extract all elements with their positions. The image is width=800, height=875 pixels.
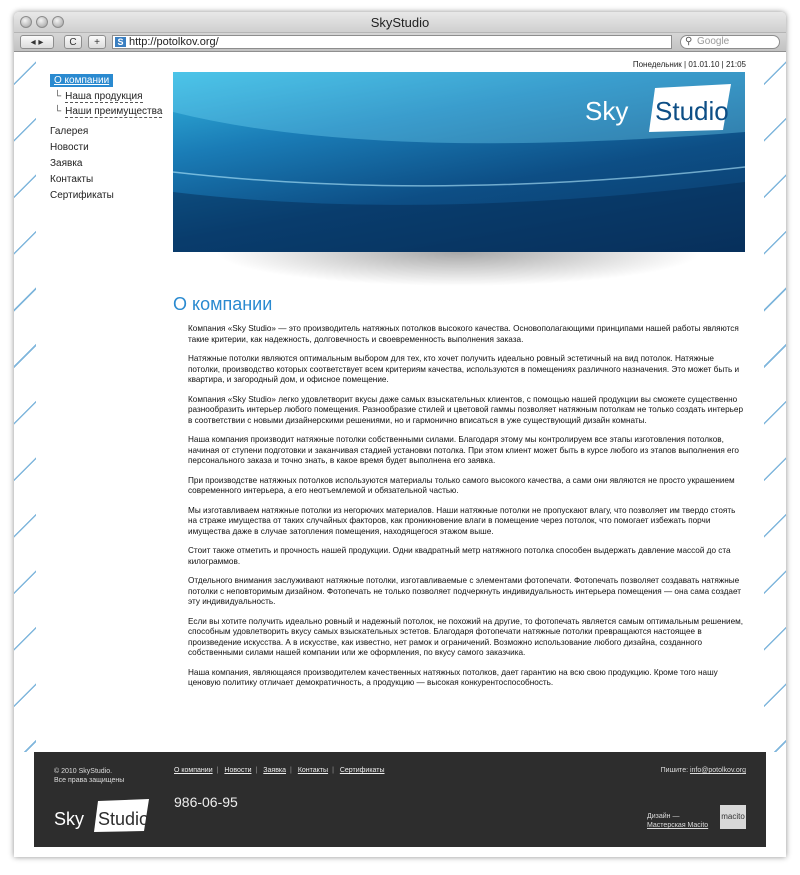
email-link[interactable]: info@potolkov.org: [689, 767, 746, 774]
search-icon: ⚲: [685, 36, 693, 47]
address-text: http://potolkov.org/: [129, 36, 219, 48]
nav-subitem-products-label[interactable]: Наша продукция: [65, 91, 143, 102]
copyright: [54, 767, 124, 785]
phone-number: 986-06-95: [174, 794, 238, 810]
search-field[interactable]: [680, 35, 780, 49]
paragraph: Натяжные потолки являются оптимальным выбором для тех, кто хочет получить идеально ровный эстетичный на вид потолок. Натяжные потолки, производство которых соответствует всем критериям качества, используются в помещениях различного назначения. Это может быть и квартира, и загородный дом, и офисное помещение.: [188, 354, 740, 384]
date-time-display: Понедельник | 01.01.10 | 21:05: [632, 60, 746, 69]
footer-logo-studio-text: Studio: [98, 809, 149, 829]
footer-link-request[interactable]: Заявка: [263, 767, 287, 774]
nav-item-news[interactable]: Новости: [50, 142, 89, 153]
paragraph: Компания «Sky Studio» — это производитель натяжных потолков высокого качества. Основополагающими принципами нашей работы являются такие критерии, как надежность, долговечность и своевременность выполнения заказа.: [188, 324, 739, 344]
address-bar[interactable]: [112, 35, 672, 49]
nav-item-gallery[interactable]: Галерея: [50, 126, 89, 137]
design-credit: [647, 812, 708, 830]
nav-item-request[interactable]: Заявка: [50, 158, 83, 169]
footer-logo: [54, 797, 149, 833]
sub-arrow-icon: └: [54, 91, 62, 102]
write-label: Пишите:: [660, 767, 689, 774]
design-label: Дизайн —: [647, 813, 680, 820]
banner-shadow: [173, 252, 745, 292]
right-stripe-decoration: [764, 52, 786, 752]
footer-link-contacts[interactable]: Контакты: [297, 767, 329, 774]
footer-logo-sky-text: Sky: [54, 809, 85, 829]
header-banner: [173, 72, 745, 252]
page-title: О компании: [173, 294, 273, 314]
browser-window: [14, 12, 786, 857]
footer-link-news[interactable]: Новости: [224, 767, 252, 774]
nav-subitem-advantages-label[interactable]: Наши преимущества: [65, 106, 163, 117]
nav-item-certificates[interactable]: Сертификаты: [50, 190, 114, 201]
sub-arrow-icon: └: [54, 106, 62, 117]
copyright-text: © 2010 SkyStudio.: [54, 768, 113, 775]
paragraph: При производстве натяжных потолков используются материалы только самого высокого качества, а сами они являются не просто украшением современного интерьера, а его неотъемлемой и обязательной частью.: [188, 475, 735, 495]
sidebar-nav: [50, 74, 162, 201]
design-studio-link[interactable]: Мастерская Macito: [647, 822, 709, 829]
paragraph: Наша компания производит натяжные потолки собственными силами. Благодаря этому мы контролируем все этапы изготовления потолков, начиная от ступени подготовки и заканчивая стадией установки потолка. При этом клиент может быть в курсе любого из этапов выполнения его персонального заказа и точно знать, в какое время будет выполнена его заявка.: [188, 435, 739, 465]
footer-link-about[interactable]: О компании: [174, 767, 213, 774]
nav-subitem-products[interactable]: [54, 91, 162, 102]
site-favicon-icon: S: [115, 37, 126, 47]
paragraph: Отдельного внимания заслуживают натяжные потолки, изготавливаемые с элементами фотопечати. Фотопечать позволяет создавать натяжные потолки с неповторимым дизайном. Фотопечать не только позволяет подчеркнуть индивидуальность интерьера помещения — она сама создает эту индивидуальность.: [188, 576, 741, 606]
skystudio-logo: [583, 84, 733, 134]
logo-sky-text: Sky: [585, 96, 629, 126]
footer-link-certificates[interactable]: Сертификаты: [339, 767, 385, 774]
rights-text: Все права защищены: [54, 777, 125, 784]
macito-logo[interactable]: macito: [720, 805, 746, 829]
paragraph: Стоит также отметить и прочность нашей продукции. Одни квадратный метр натяжного потолка способен выдержать давление массой до ста килограммов.: [188, 546, 731, 566]
nav-subitem-advantages[interactable]: [54, 106, 162, 117]
title-bar: [14, 12, 786, 33]
left-stripe-decoration: [14, 52, 36, 752]
paragraph: Компания «Sky Studio» легко удовлетворит вкусы даже самых взыскательных клиентов, с помощью нашей продукции вы сможете существенно разнообразить интерьер любого помещения. Разнообразие стилей и цветовой гаммы позволяет натяжным потолкам не только создать интерьер в соответствии с новыми дизайнерскими решениями, но и гармонично вписаться в уже существующий дизайн комнаты.: [188, 394, 743, 425]
add-bookmark-button[interactable]: +: [88, 35, 106, 49]
nav-item-about[interactable]: О компании: [50, 74, 113, 87]
window-title: SkyStudio: [370, 15, 430, 30]
footer-links: О компании | Новости | Заявка | Контакты | Сертификаты: [174, 767, 385, 774]
logo-studio-text: Studio: [655, 96, 729, 126]
nav-item-contacts[interactable]: Контакты: [50, 174, 94, 185]
browser-toolbar: [14, 33, 786, 52]
search-placeholder: Google: [697, 36, 730, 47]
page-viewport[interactable]: [14, 52, 786, 857]
paragraph: Если вы хотите получить идеально ровный и надежный потолок, не похожий на другие, то фотопечать является самым оптимальным решением, способным удовлетворить вкусу самых взыскательных эстетов. Благодаря фотопечати натяжные потолки превращаются настоящее в произведение искусства. А в искусстве, как известно, нет рамок и ограничений. Возможно использование любого дизайна, созданного собственными силами нашей компании или же оформления, по вкусу самого заказчика.: [188, 616, 744, 657]
footer-contact: [661, 767, 746, 774]
paragraph: Наша компания, являющаяся производителем качественных натяжных потолков, дает гарантию на всю свою продукцию. Кроме того нашу ценовую политику отличает демократичность, а продукцию — высокая конкурентоспособность.: [188, 667, 718, 687]
article-content: [188, 324, 744, 698]
paragraph: Мы изготавливаем натяжные потолки из негорючих материалов. Наши натяжные потолки не пропускают влагу, что позволяет им твердо стоять на страже имущества от таких случайных факторов, как проникновение влаги в помещение через потолок, что помогает избежать порчи имущества даже в случае затопления помещения, находящегося этажом выше.: [188, 505, 736, 536]
reload-button[interactable]: C: [64, 35, 82, 49]
footer: [34, 752, 766, 847]
back-forward-button[interactable]: ◂ ▸: [20, 35, 54, 49]
